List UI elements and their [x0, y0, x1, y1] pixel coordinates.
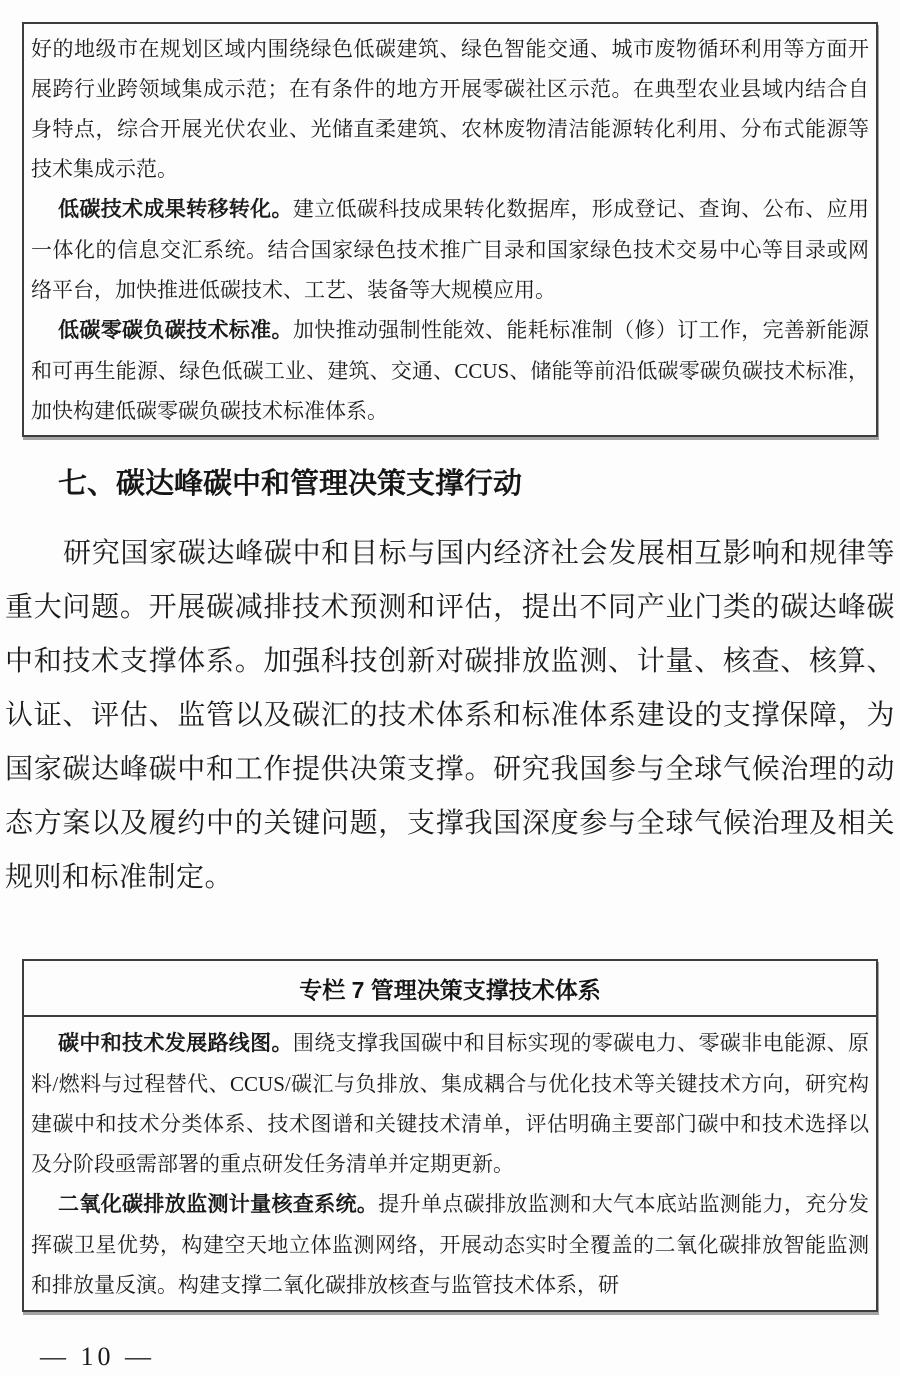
box6-paragraph-2-lead: 低碳技术成果转移转化。	[58, 198, 293, 221]
box6-paragraph-2	[31, 189, 869, 310]
section-body-paragraph: 研究国家碳达峰碳中和目标与国内经济社会发展相互影响和规律等重大问题。开展碳减排技术预测和评估，提出不同产业门类的碳达峰碳中和技术支撑体系。加强科技创新对碳排放监测、计量、核查、核算、认证、评估、监管以及碳汇的技术体系和标准体系建设的支撑保障，为国家碳达峰碳中和工作提供决策支撑。研究我国参与全球气候治理的动态方案以及履约中的关键问题，支撑我国深度参与全球气候治理及相关规则和标准制定。	[5, 538, 895, 893]
box7-paragraph-1	[31, 1023, 869, 1184]
box7-paragraph-1-lead: 碳中和技术发展路线图。	[58, 1032, 293, 1055]
callout-box-7	[22, 959, 878, 1312]
section-heading: 七、碳达峰碳中和管理决策支撑行动	[58, 468, 523, 500]
box6-paragraph-3-lead: 低碳零碳负碳技术标准。	[58, 319, 293, 342]
box7-content	[24, 1017, 876, 1310]
box7-title: 专栏 7 管理决策支撑技术体系	[24, 961, 876, 1017]
box6-paragraph-1-text: 好的地级市在规划区域内围绕绿色低碳建筑、绿色智能交通、城市废物循环利用等方面开展跨行业跨领域集成示范；在有条件的地方开展零碳社区示范。在典型农业县域内结合自身特点，综合开展光伏农业、光储直柔建筑、农林废物清洁能源转化利用、分布式能源等技术集成示范。	[31, 37, 869, 181]
box6-paragraph-3	[31, 310, 869, 431]
box7-paragraph-2	[31, 1184, 869, 1305]
box7-paragraph-1-text: 围绕支撑我国碳中和目标实现的零碳电力、零碳非电能源、原料/燃料与过程替代、CCUS/碳汇与负排放、集成耦合与优化技术等关键技术方向，研究构建碳中和技术分类体系、技术图谱和关键技术清单，评估明确主要部门碳中和技术选择以及分阶段亟需部署的重点研发任务清单并定期更新。	[31, 1031, 870, 1176]
page-number: — 10 —	[40, 1342, 155, 1371]
box7-paragraph-2-text: 提升单点碳排放监测和大气本底站监测能力，充分发挥碳卫星优势，构建空天地立体监测网络，开展动态实时全覆盖的二氧化碳排放智能监测和排放量反演。构建支撑二氧化碳排放核查与监管技术体系，研	[31, 1192, 870, 1297]
box6-paragraph-1	[31, 29, 869, 189]
box6-paragraph-2-text: 建立低碳科技成果转化数据库，形成登记、查询、公布、应用一体化的信息交汇系统。结合国家绿色技术推广目录和国家绿色技术交易中心等目录或网络平台，加快推进低碳技术、工艺、装备等大规模应用。	[31, 197, 870, 302]
box6-paragraph-3-text: 加快推动强制性能效、能耗标准制（修）订工作，完善新能源和可再生能源、绿色低碳工业、建筑、交通、CCUS、储能等前沿低碳零碳负碳技术标准，加快构建低碳零碳负碳技术标准体系。	[31, 318, 870, 423]
callout-box-6-continued	[22, 22, 878, 437]
box7-paragraph-2-lead: 二氧化碳排放监测计量核查系统。	[58, 1193, 379, 1216]
